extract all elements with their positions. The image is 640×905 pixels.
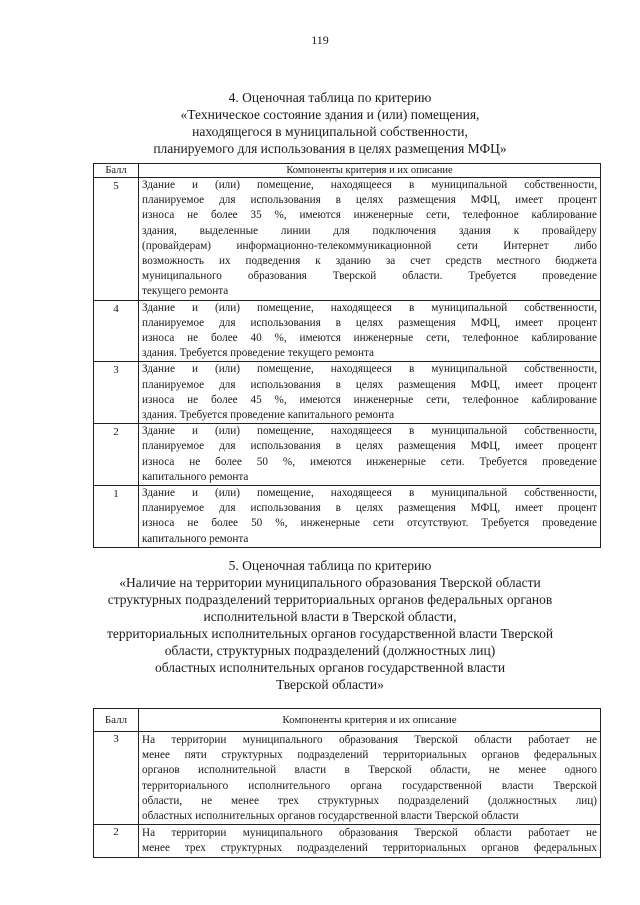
description-line: капитального ремонта	[142, 532, 249, 545]
score-column-header: Балл	[94, 164, 139, 178]
table-header-row	[94, 709, 601, 732]
description-line: износа не более 50 %, имеются инженерные сети. Требуется проведение	[142, 455, 597, 468]
description-line: планируемое для использования в целях размещения МФЦ, имеет процент	[142, 502, 597, 515]
description-line: планируемое для использования в целях размещения МФЦ, имеет процент	[142, 378, 597, 391]
description-line: текущего ремонта	[142, 285, 229, 298]
table-row	[94, 424, 601, 486]
description-cell	[139, 825, 601, 857]
description-line: На территории муниципального образования Тверской области работает не	[142, 734, 597, 746]
table-row	[94, 300, 601, 362]
score-cell: 5	[94, 178, 139, 301]
table-row	[94, 362, 601, 424]
page-number: 119	[311, 33, 329, 47]
description-cell	[139, 362, 601, 424]
section5-title-line: «Наличие на территории муниципального образования Тверской области	[119, 575, 541, 590]
description-column-header: Компоненты критерия и их описание	[139, 164, 601, 178]
description-line: здания, выделенные линии для подключения здания к провайдеру	[142, 224, 597, 237]
section5-heading	[60, 557, 600, 693]
table-header-row	[94, 164, 601, 178]
score-cell: 3	[94, 362, 139, 424]
criterion-table-4	[93, 163, 601, 548]
section5-title-line: структурных подразделений территориальных органов федеральных органов	[107, 592, 553, 607]
table-row	[94, 732, 601, 825]
description-line: износа не более 50 %, инженерные сети отсутствуют. Требуется проведение	[142, 517, 597, 530]
description-cell	[139, 300, 601, 362]
section5-title-line: территориальных исполнительных органов государственной власти Тверской	[106, 626, 554, 641]
section4-heading	[60, 89, 600, 157]
description-line: планируемое для использования в целях размещения МФЦ, имеет процент	[142, 316, 597, 329]
section4-title-line: планируемого для использования в целях размещения МФЦ»	[153, 141, 507, 156]
score-cell: 3	[94, 732, 139, 825]
description-line: капитального ремонта	[142, 470, 249, 483]
section4-title-line: находящегося в муниципальной собственности,	[192, 124, 468, 139]
criterion-table-5	[93, 708, 601, 858]
table-row	[94, 486, 601, 548]
description-cell	[139, 178, 601, 301]
description-cell	[139, 486, 601, 548]
section5-title-line: области, структурных подразделений (должностных лиц)	[164, 643, 496, 658]
description-line: областных исполнительных органов государственной власти Тверской области	[142, 810, 519, 823]
description-line: территориального исполнительного органа государственной власти Тверской	[142, 779, 597, 792]
table-row	[94, 178, 601, 301]
description-cell	[139, 424, 601, 486]
score-cell: 2	[94, 424, 139, 486]
score-cell: 4	[94, 300, 139, 362]
section4-title-line: «Техническое состояние здания и (или) помещения,	[180, 107, 480, 122]
description-line: планируемое для использования в целях размещения МФЦ, имеет процент	[142, 440, 597, 453]
description-line: Здание и (или) помещение, находящееся в муниципальной собственности,	[142, 301, 597, 314]
description-line: На территории муниципального образования Тверской области работает не	[142, 827, 597, 840]
description-line: здания. Требуется проведение капитального ремонта	[142, 409, 395, 422]
description-line: Здание и (или) помещение, находящееся в муниципальной собственности,	[142, 363, 597, 376]
description-line: муниципального образования Тверской области. Требуется проведение	[142, 270, 597, 283]
description-line: области, не менее трех структурных подразделений (должностных лиц)	[142, 794, 597, 807]
section5-title-line: 5. Оценочная таблица по критерию	[228, 558, 432, 573]
score-column-header: Балл	[94, 709, 139, 732]
description-line: Здание и (или) помещение, находящееся в муниципальной собственности,	[142, 179, 597, 191]
section4-title-line: 4. Оценочная таблица по критерию	[228, 90, 432, 105]
description-column-header: Компоненты критерия и их описание	[139, 709, 601, 732]
description-line: износа не более 40 %, имеются инженерные сети, телефонное каблирование	[142, 332, 597, 345]
description-line: здания. Требуется проведение текущего ремонта	[142, 347, 374, 360]
description-line: износа не более 45 %, имеются инженерные сети, телефонное каблирование	[142, 393, 597, 406]
section5-title-line: исполнительной власти в Тверской области,	[203, 609, 457, 624]
section5-title-line: областных исполнительных органов государственной власти	[154, 660, 506, 675]
score-cell: 1	[94, 486, 139, 548]
description-line: возможность их подведения к зданию за счет средств местного бюджета	[142, 255, 597, 268]
description-line: органов исполнительной власти в Тверской области, не менее одного	[142, 764, 597, 777]
description-line: износа не более 35 %, имеются инженерные сети, телефонное каблирование	[142, 209, 597, 222]
description-line: Здание и (или) помещение, находящееся в муниципальной собственности,	[142, 487, 597, 500]
description-line: планируемое для использования в целях размещения МФЦ, имеет процент	[142, 194, 597, 207]
description-line: менее трех структурных подразделений территориальных органов федеральных	[142, 842, 597, 855]
table-row	[94, 825, 601, 857]
description-cell	[139, 732, 601, 825]
description-line: Здание и (или) помещение, находящееся в муниципальной собственности,	[142, 425, 597, 438]
description-line: (провайдерам) информационно-телекоммуникационной сети Интернет либо	[142, 239, 597, 252]
score-cell: 2	[94, 825, 139, 857]
description-line: менее пяти структурных подразделений территориальных органов федеральных	[142, 749, 597, 762]
section5-title-line: Тверской области»	[276, 677, 384, 692]
